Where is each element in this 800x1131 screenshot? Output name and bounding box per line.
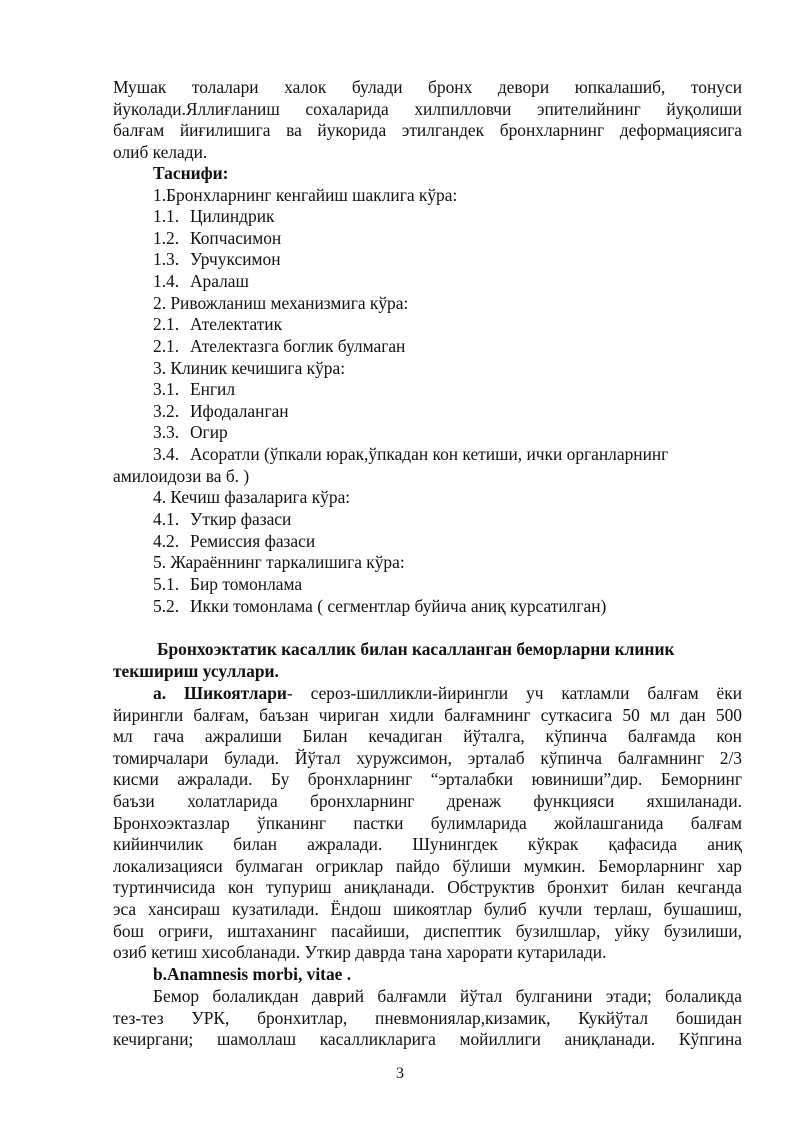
complaints-label: a. Шикоятлари [153,683,287,703]
text-line: кийинчилик билан ажралади. Шунингдек кўкрак қафасида аниқ [113,834,742,855]
text-line: кисми ажралади. Бу бронхларнинг “эрталабки ювиниши”дир. Беморнинг [113,769,742,790]
text-line: кечиргани; шамоллаш касалликларига мойиллиги аниқланади. Кўпгина [113,1029,742,1050]
anamnesis-heading: b.Anamnesis morbi, vitae . [153,964,352,984]
list-item: 3.2. Ифодаланган [153,401,289,421]
text-line: туртинчисида кон тупуриш аниқланади. Обструктив бронхит билан кечганда [113,877,742,898]
classification-group-title: 5. Жараённинг таркалишига кўра: [153,552,405,572]
list-item: 2.1. Ателектатик [153,314,283,334]
list-item-continuation: амилоидози ва б. ) [113,466,250,486]
text-line: бош огриғи, иштаханинг пасайиши, диспептик бузилшлар, уйку бузилиши, [113,920,742,941]
section-heading: текшириш усуллари. [113,661,279,681]
list-item: 4.2. Ремиссия фазаси [153,531,316,551]
list-item: 1.3. Урчуксимон [153,249,281,269]
anamnesis-paragraph [113,986,742,1051]
classification-group-title: 3. Клиник кечишига кўра: [153,358,346,378]
list-item: 5.2. Икки томонлама ( сегментлар буйича аниқ курсатилган) [153,596,607,616]
text-line: Мушак толалари халок булади бронх девори юпкалашиб, тонуси [113,77,742,97]
text-line: балғам йиғилишига ва йукорида этилгандек бронхларнинг деформациясига [113,120,742,141]
text-line: баъзи холатларида бронхларнинг дренаж функцияси яхшиланади. [113,790,742,811]
text-line: йирингли балғам, баъзан чириган хидли балғамнинг суткасига 50 мл дан 500 [113,704,742,725]
text-line: эса хансираш кузатилади. Ёндош шикоятлар булиб кучли терлаш, бушашиш, [113,898,742,919]
list-item: 3.4. Асоратли (ўпкали юрак,ўпкадан кон кетиши, ички органларнинг [153,444,669,464]
page-number: 3 [396,1065,404,1082]
text-line: a. Шикоятлари- сероз-шилликли-йирингли уч катламли балғам ёки [153,683,743,703]
list-item: 3.1. Енгил [153,379,236,399]
intro-paragraph [113,77,742,163]
text-line: томирчалари булади. Йўтал хуружсимон, эрталаб кўпинча балғамнинг 2/3 [113,747,742,768]
text-line: олиб келади. [113,141,208,162]
classification-group-title: 1.Бронхларнинг кенгайиш шаклига кўра: [153,185,458,205]
classification-group-title: 2. Ривожланиш механизмига кўра: [153,293,409,313]
list-item: 4.1. Уткир фазаси [153,509,292,529]
list-item: 2.1. Ателектазга боглик булмаган [153,336,406,356]
text-line: тез-тез УРК, бронхитлар, пневмониялар,кизамик, Кукйўтал бошидан [113,1007,742,1028]
section-heading: Бронхоэктатик касаллик билан касалланган беморларни клиник [157,639,675,659]
classification-heading: Таснифи: [153,163,229,183]
text-line: Бронхоэктазлар ўпканинг пастки булимларида жойлашганида балғам [113,812,742,833]
text-line: озиб кетиш хисобланади. Уткир даврда тана харорати кутарилади. [113,942,607,963]
text-line: мл гача ажралиши Билан кечадиган йўталга, кўпинча балғамда кон [113,726,742,747]
complaints-paragraph [113,683,742,964]
list-item: 1.1. Цилиндрик [153,206,275,226]
list-item: 3.3. Огир [153,422,228,442]
list-item: 1.2. Копчасимон [153,228,282,248]
classification-group-title: 4. Кечиш фазаларига кўра: [153,487,351,507]
text-line: йуколади.Яллиғланиш сохаларида хилпилловчи эпителийнинг йуқолиши [113,98,742,119]
text-line: локализацияси булмаган огриклар пайдо бўлиши мумкин. Беморларнинг хар [113,855,742,876]
list-item: 5.1. Бир томонлама [153,574,303,594]
list-item: 1.4. Аралаш [153,271,249,291]
text-line: Бемор болаликдан даврий балғамли йўтал булганини этади; болаликда [153,986,742,1006]
